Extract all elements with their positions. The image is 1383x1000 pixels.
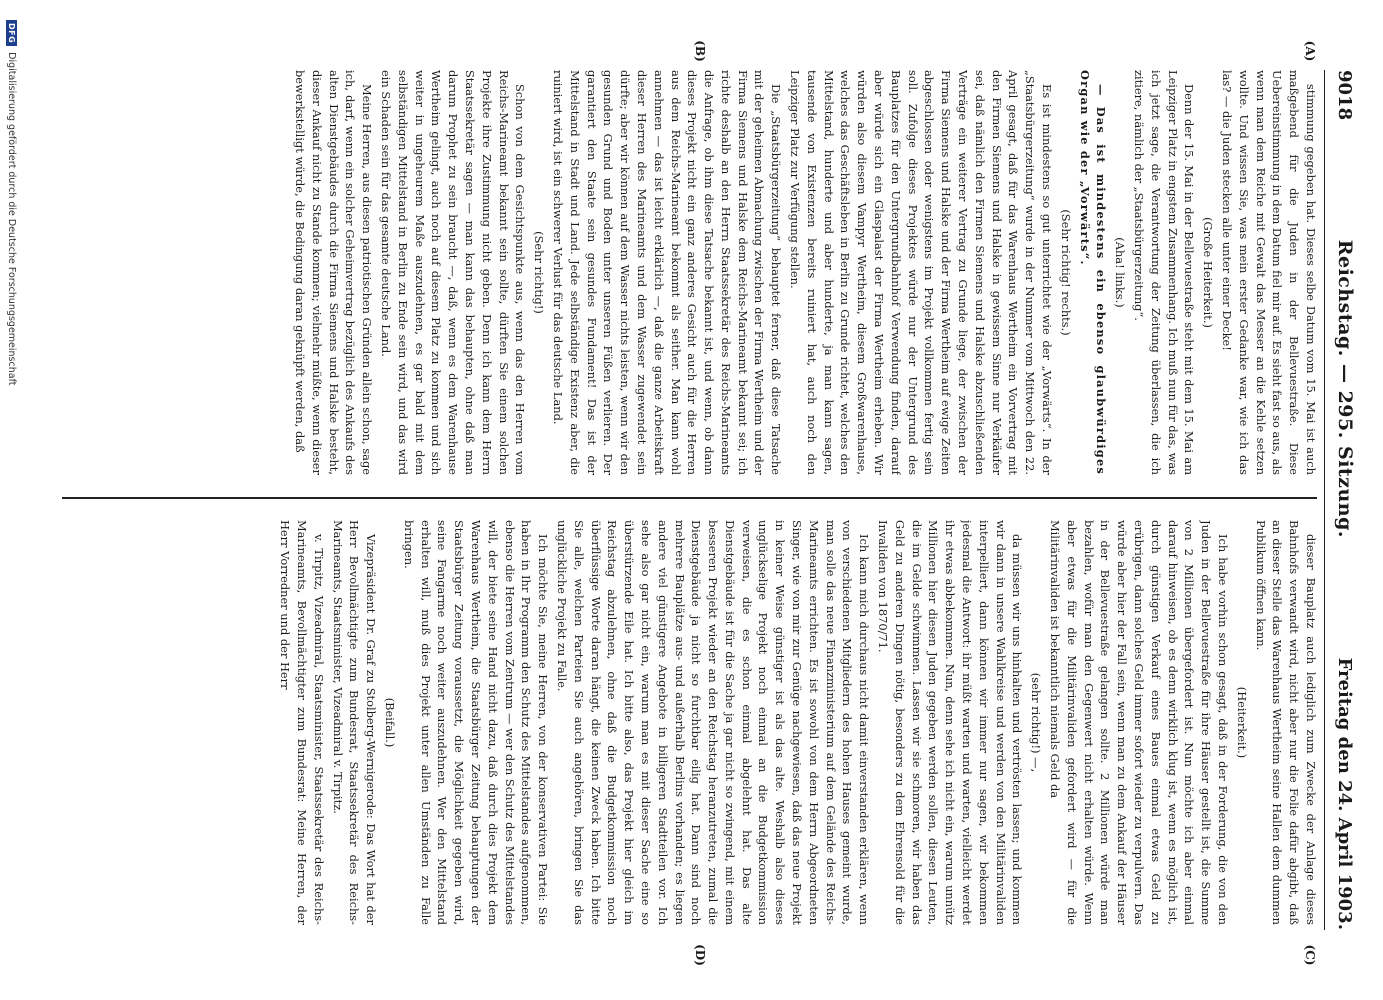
paragraph: Meine Herren, aus diesen patriotischen Gründen allein schon, sage ich, darf, wenn ein solcher Geheimvertrag bezüglich des Ankaufs des alten Dienstgebäudes durch die Firma Siemens und Halske besteht, dieser Ankauf nicht zu Stande kommen; vielmehr müßte, wenn dieser bewerkstelligt würde, die Bedingung daran geknüpft werden, daß	[292, 70, 375, 475]
paragraph: Ich habe vorhin schon gesagt, daß in der Forderung, die von den Juden in der Bellevuestraße für ihre Häuser gestellt ist, die Summe von 2 Millionen übergefordert ist. Nun möchte ich aber einmal darauf hinweisen, ob es denn wirklich klug ist, wenn es möglich ist, durch günstigen Verkauf eines Baues einmal etwas Geld zu erübrigen, dann solches Geld immer sofort wieder zu verpulvern. Das würde aber hier der Fall sein, wenn man zu dem Ankauf der Häuser in der Bellevuestraße gelangen sollte. 2 Millionen würde man bezahlen, wofür man den Gegenwert nicht erhalten würde. Wenn aber etwas für die Militärinvaliden gefordert wird — für die Militärinvaliden ist bekanntlich niemals Geld da	[1048, 520, 1231, 925]
paragraph: Es ist mindestens so gut unterrichtet wie der „Vorwärts“. In der „Staatsbürgerzeitung“ wurde in der Nummer vom Mittwoch den 22. April gesagt, daß für das Warenhaus Wertheim ein Vorvertrag mit den Firmen Siemens und Halske in gewissem Sinne nur Verkäufer sei, daß nämlich den Firmen Siemens und Halske abzuschließenden Verträge ein weiterer Vertrag zu Grunde liege, der zwischen der Firma Siemens und Halske und der Firma Wertheim auf ewige Zeiten abgeschlossen oder wenigstens im Projekt vollkommen fertig sein soll. Zufolge dieses Projektes würde nur der Untergrund des Bauplatzes für den Untergrundbahnhof Verwendung finden, darauf aber würde sich ein Glaspalast der Firma Wertheim erheben. Wir würden also diesem Vampyr Wertheim, diesem Großwarenhause, welches das Geschäftsleben in Berlin zu Grunde richtet, welches den Mittelstand, hunderte und aber hunderte, ja man kann sagen, tausende von Existenzen bereits ruiniert hat, auch noch den Leipziger Platz zur Verfügung stellen.	[788, 70, 1055, 475]
margin-marker-d: (D)	[693, 944, 707, 966]
paragraph: (Aha! links.)	[1113, 237, 1128, 308]
paragraph: Die „Staatsbürgerzeitung“ behauptet ferner, daß diese Tatsache mit der geheimen Abmachung zwischen der Firma Wertheim und der Firma Siemens und Halske dem Reichs-Marineamt bekannt sei; ich richte deshalb an den Herrn Staatssekretär des Reichs-Marineamts die Anfrage, ob ihm diese Tatsache bekannt ist, und wenn, ob dann dieses Projekt nicht ein ganz anderes Gesicht auch für die Herren aus dem Reichs-Marineamt bekommt als seither. Man kann wohl annehmen — das ist leicht erklärlich —, daß die ganze Arbeitskraft dieser Herren des Marineamts und dem Wasser zugewendet sein dürfte; aber wir können auf dem Wasser nichts leisten, wenn wir den gesunden Grund und Boden unter unseren Füßen verlieren. Der garantiert den Staate sein gesundes Fundament! Das ist der Mittelstand in Stadt und Land. Jede selbständige Existenz aber, die ruiniert wird, ist ein schwerer Verlust für das deutsche Land.	[550, 70, 784, 475]
credit-text: Digitalisierung gefördert durch die Deutsche Forschungsgemeinschaft	[6, 52, 17, 386]
digitization-credit	[6, 20, 17, 970]
margin-marker-b: (B)	[693, 40, 707, 62]
margin-marker-c: (C)	[1303, 944, 1317, 966]
column-divider	[62, 497, 1317, 499]
margin-marker-a: (A)	[1303, 40, 1317, 62]
paragraph: (sehr richtig!) —,	[1029, 672, 1044, 773]
dfg-logo: DFG	[6, 20, 17, 46]
paragraph: (Sehr richtig! rechts.)	[1058, 209, 1073, 336]
paragraph: (Heiterkeit.)	[1234, 686, 1249, 759]
paragraph: stimmung gegeben hat. Dieses selbe Datum vom 15. Mai ist auch maßgebend für die Juden in der Bellevuestraße. Diese Uebereinstimmung in dem Datum fiel mir auf. Es sieht fast so aus, als wenn man dem Reiche mit Gewalt das Messer an die Kehle setzen wollte. Und wissen Sie, was mein erster Gedanke war, wie ich das las? — die Juden stecken alle unter einer Decke!	[1220, 70, 1318, 475]
paragraph: Ich möchte Sie, meine Herren, von der konservativen Partei: Sie haben in Ihr Programm den Schutz des Mittelstandes aufgenommen, ebenso die Herren vom Zentrum — wer den Schutz des Mittelstandes will, der biete seine Hand nicht dazu, daß durch dies Projekt dem Warenhaus Wertheim, die Staatsbürger Zeitung behauptungen der Staatsbürger Zeitung voraussetzt, die Möglichkeit gegeben wird, seine Fangarme noch weiter auszudehnen. Wer den Mittelstand erhalten will, muß dies Projekt unter allen Umständen zu Falle bringen.	[401, 520, 551, 925]
page-date: Freitag den 24. April 1903.	[1334, 657, 1356, 930]
page-title: Reichstag. — 295. Sitzung.	[1334, 239, 1356, 539]
paragraph: da müssen wir uns hinhalten und vertrösten lassen; und kommen wir dann in unsere Wahlkreise und werden von den Militärinvaliden interpelliert, dann können wir immer nur sagen, wir bekommen jedesmal die Antwort: ihr müßt warten und warten, vielleicht werdet ihr etwas abbekommen. Nun, denn sehe ich nicht ein, warum unnütz Millionen hier diesen Juden gegeben werden sollen, diesen Leuten, die im Gelde schwimmen. Lassen wir sie schmoren, wir haben das Geld zu anderen Dingen nötig, besonders zu dem Ehrensold für die Invaliden von 1870/71.	[876, 520, 1025, 925]
paragraph: dieser Bauplatz auch lediglich zum Zwecke der Anlage dieses Bahnhofs verwandt wird, nicht aber nur die Folie dafür abgibt, daß an dieser Stelle das Warenhaus Wertheim seine Hallen dem dummen Publikum öffnen kann.	[1253, 520, 1318, 925]
page-number: 9018	[1334, 70, 1356, 121]
page-header	[1324, 70, 1365, 930]
paragraph: (Große Heiterkeit.)	[1201, 217, 1216, 328]
paragraph: (Sehr richtig!)	[532, 231, 547, 314]
paragraph: — Das ist mindestens ein ebenso glaubwürdiges Organ wie der „Vorwärts“.	[1077, 70, 1109, 475]
paragraph: Vizepräsident Dr. Graf zu Stolberg-Wernigerode: Das Wort hat der Herr Bevollmächtigte zum Bundesrat, Staatssekretär des Reichs-Marineamts, Staatsminister, Vizeadmiral v. Tirpitz.	[330, 520, 379, 925]
paragraph: Denn der 15. Mai in der Bellevuestraße steht mit dem 15. Mai am Leipziger Platz in engstem Zusammenhang. Ich muß nun für das, was ich jetzt sage, die Verantwortung der Zeitung überlassen, die ich zitiere, nämlich der „Staatsbürgerzeitung“.	[1132, 70, 1197, 475]
right-text-column	[64, 520, 1319, 925]
paragraph: Schon von dem Gesichtspunkte aus, wenn das den Herren vom Reichs-Marineamt bekannt sein sollte, dürften Sie einem solchen Projekte ihre Zustimmung nicht geben. Denn ich kann dem Herrn Staatssekretär sagen — man kann das behaupten, ohne daß man darum Prophet zu sein braucht —, daß, wenn es dem Warenhause Wertheim gelingt, auch noch auf diesem Platz zu kommen und sich weiter in ungeheurem Maße auszudehnen, es gar bald mit dem selbständigen Mittelstand in Berlin zu Ende sein wird, und das wird ein Schaden sein für das gesamte deutsche Land.	[378, 70, 528, 475]
left-text-column	[64, 70, 1319, 475]
paragraph: v. Tirpitz, Vizeadmiral, Staatsminister, Staatssekretär des Reichs-Marineamts, Bevollmächtigter zum Bundesrat: Meine Herren, der Herr Vorredner und der Herr	[278, 520, 326, 925]
paragraph: Ich kann mich durchaus nicht damit einverstanden erklären, wenn von verschiedenen Mitgliedern des hohen Hauses gemeint wurde, man solle das neue Finanzministerium auf dem Gelände des Reichs-Marineamts errichten. Es ist sowohl von dem Herrn Abgeordneten Singer, wie von mir zur Genüge nachgewiesen, daß das neue Projekt in keiner Weise günstiger ist als das alte. Weshalb also dieses unglückselige Projekt noch einmal an die Budgetkommission verweisen, die es schon einmal abgelehnt hat. Das alte Dienstgebäude ist für die Sache ja gar nicht so zwingend, mit einem besseren Projekt wieder an den Reichstag heranzutreten, zumal die Dienstgebäude ja nicht so furchtbar eilig hat. Dann sind noch mehrere Bauplätze aus- und außerhalb Berlins vorhanden; es liegen andere viel günstigere Angebote in billigeren Stadtteilen vor. Ich sehe also gar nicht ein, warum man es mit dieser Sache eine so überstürzende Eile hat. Ich bitte also, das Projekt hier gleich im Reichstag abzulehnen, ohne daß die Budgetkommission noch überflüssige Worte daran hängt, die keinen Zweck haben. Ich bitte Sie alle, welchen Parteien Sie auch angehören, bringen Sie das unglückliche Projekt zu Falle.	[554, 520, 872, 925]
paragraph: (Beifall.)	[382, 697, 397, 748]
